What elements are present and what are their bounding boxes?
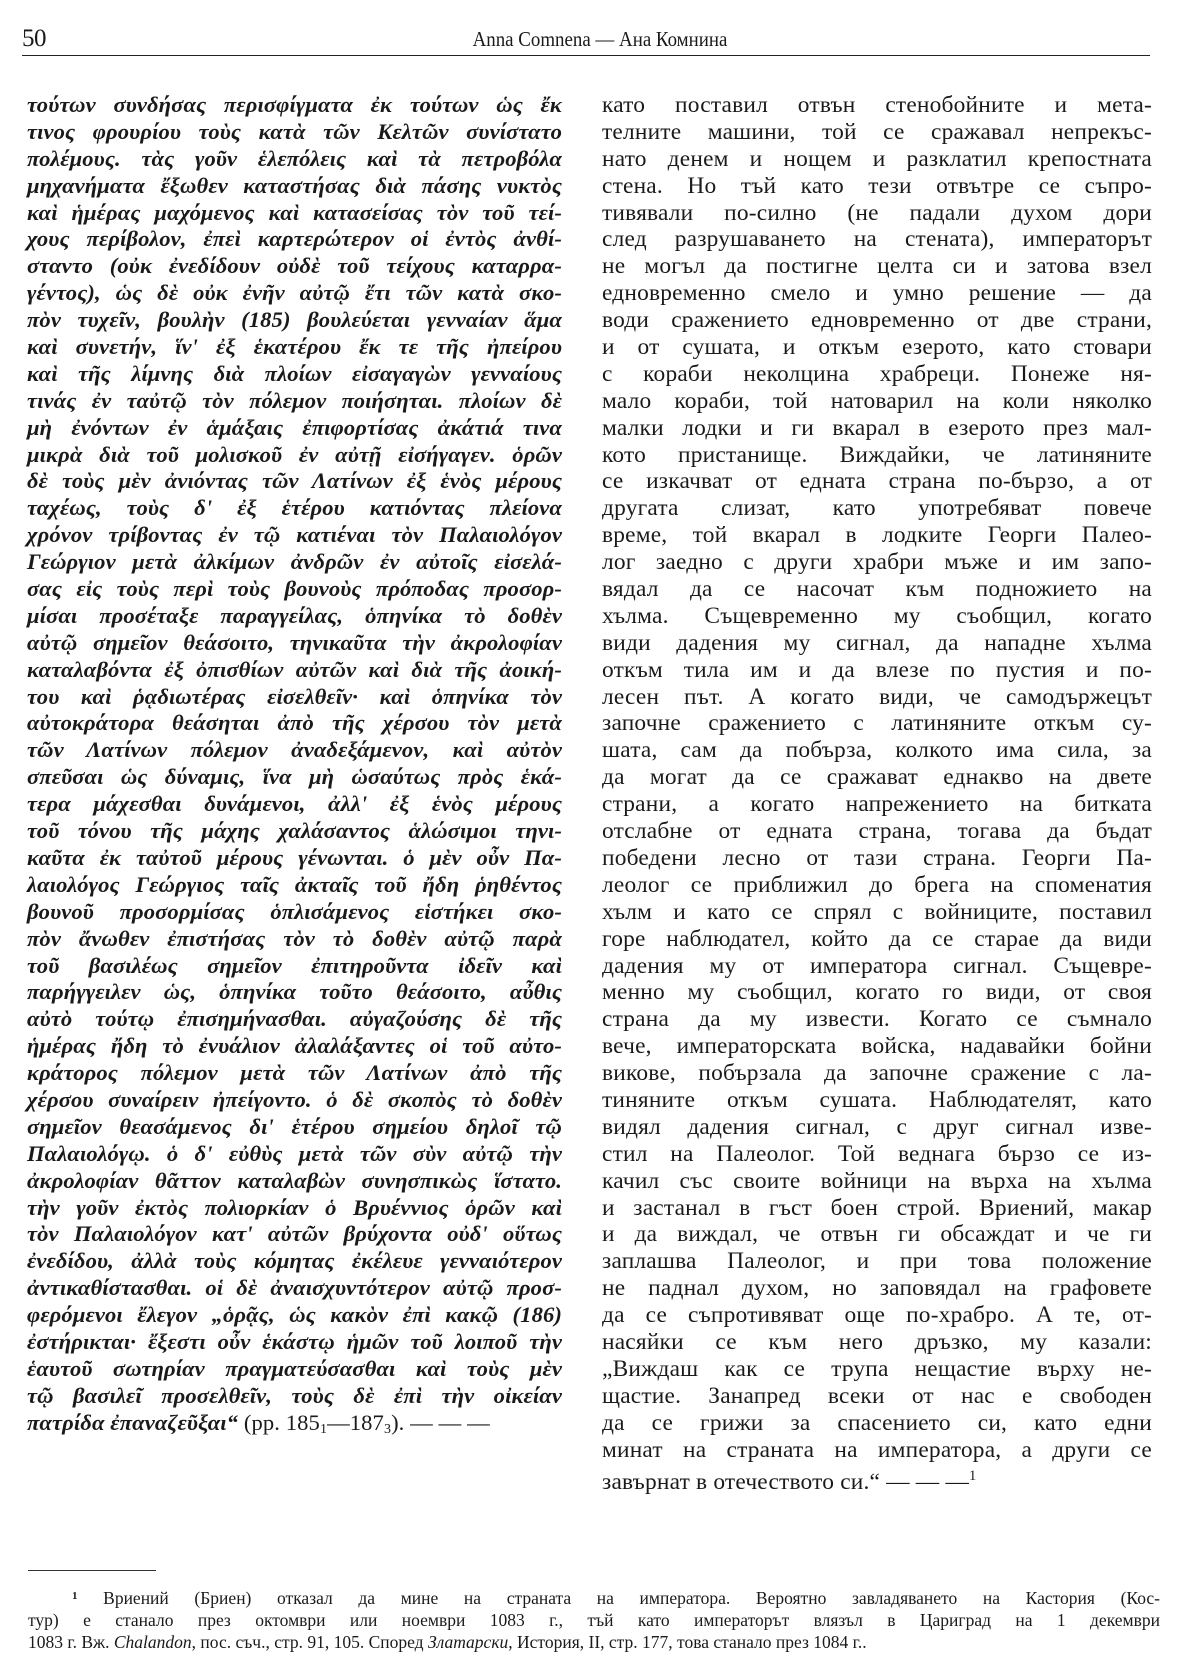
text-line: „Виждаш как се трупа нещастие върху не- — [602, 1355, 1152, 1382]
text-line: ταχέως, τοὺς δ' ἐξ ἑτέρου κατιόντας πλείονα — [27, 495, 562, 521]
text-line: τούτων συνδήσας περισφίγματα ἐκ τούτων ὡς ἔκ — [27, 92, 562, 117]
ref-text: ). — — — — [391, 1409, 490, 1435]
text-line: βουνοῦ προσορμίσας ὁπλισάμενος εἱστήκει σκο- — [27, 898, 562, 924]
text-line: другата слизат, като употребяват повече — [602, 495, 1152, 522]
text-line: μικρὰ διὰ τοῦ μολισκοῦ ἐν αὐτῇ εἰσήγαγεν. ὁρῶν — [27, 441, 562, 467]
text-line: καὶ συνετήν, ἵν' ἐξ ἑκατέρου ἔκ τε τῆς ἠπείρου — [27, 334, 562, 360]
text-line: едновременно смело и умно решение — да — [602, 280, 1152, 307]
text-line: τὸν Παλαιολόγον κατ' αὐτῶν βρύχοντα οὐδ' οὕτως — [27, 1221, 562, 1247]
text-line: δὲ τοὺς μὲν ἀνιόντας τῶν Λατίνων ἐξ ἑνὸς μέρους — [27, 468, 562, 494]
text-line: откъм тила им и да влезе по пустия и по- — [602, 656, 1152, 683]
text-line: малки лодки и ги вкарал в езерото през мал- — [602, 414, 1152, 441]
text-line: λαιολόγος Γεώργιος ταῖς ἀκταῖς τοῦ ἤδη ῥηθέντος — [27, 871, 562, 897]
text-line: види дадения му сигнал, да нападне хълма — [602, 629, 1152, 656]
text-line: дадения му от императора сигнал. Същевре- — [602, 952, 1152, 979]
text-line: τοῦ τόνου τῆς μάχης χαλάσαντος ἁλώσιμοι τηνι- — [27, 818, 562, 844]
text-line: щастие. Занапред всеки от нас е свободен — [602, 1382, 1152, 1409]
text-line: викове, побързала да започне сражение с ла- — [602, 1060, 1152, 1087]
text-line: Γεώργιον μετὰ ἀλκίμων ἀνδρῶν ἐν αὐτοῖς εἰσελά- — [27, 549, 562, 575]
footnote-line — [28, 1609, 1160, 1631]
text-line: του καὶ ῥᾳδιωτέρας εἰσελθεῖν· καὶ ὁπηνίκα τὸν — [27, 683, 562, 709]
text-line: хълм и като се спрял с войниците, поставил — [602, 898, 1152, 925]
text-line: μηχανήματα ἔξωθεν καταστήσας διὰ πάσης νυκτὸς — [27, 172, 562, 198]
text-line: κράτορος πόλεμον μετὰ τῶν Λατίνων ἀπὸ τῆς — [27, 1060, 562, 1086]
text-line: τινος φρουρίου τοὺς κατὰ τῶν Κελτῶν συνίστατο — [27, 118, 562, 144]
text-line: τῷ βασιλεῖ προσελθεῖν, τοὺς δὲ ἐπὶ τὴν οἰκείαν — [27, 1382, 562, 1408]
text-line: χρόνον τρίβοντας ἐν τῷ κατιέναι τὸν Παλαιολόγον — [27, 522, 562, 548]
text-line: телните машини, той се сражавал непрекъс- — [602, 118, 1152, 145]
text-line: мало кораби, той натоварил на коли няколко — [602, 387, 1152, 414]
text-line: πὸν ἄνωθεν ἐπιστήσας τὸν τὸ δοθὲν αὐτῷ παρὰ — [27, 925, 562, 951]
text-line: σπεῦσαι ὡς δύναμις, ἵνα μὴ ὡσαύτως πρὸς ἑκά- — [27, 764, 562, 790]
text-line: шата, сам да побърза, колкото има сила, за — [602, 737, 1152, 764]
text-line: φερόμενοι ἔλεγον „ὁρᾷς, ὡς κακὸν ἐπὶ κακῷ (186) — [27, 1302, 562, 1328]
text-line: време, той вкарал в лодките Георги Палео- — [602, 522, 1152, 549]
text-line: χέρσου συναίρειν ἠπείγοντο. ὁ δὲ σκοπὸς τὸ δοθὲν — [27, 1086, 562, 1112]
text-line: ἀντικαθίστασθαι. οἱ δὲ ἀναισχυντότερον αὐτῷ προσ- — [27, 1275, 562, 1301]
text-line: ἐνεδίδου, ἀλλὰ τοὺς κόμητας ἐκέλευε γενναιότερον — [27, 1248, 562, 1274]
ref-text: —187 — [327, 1409, 384, 1435]
text-line: αὐτοκράτορα θεάσηται ἀπὸ τῆς χέρσου τὸν μετὰ — [27, 710, 562, 736]
text-line: страна да му извести. Когато се съмнало — [602, 1006, 1152, 1033]
text-line: победени лесно от тази страна. Георги Па- — [602, 844, 1152, 871]
text-line: и застанал в гъст боен строй. Вриений, макар — [602, 1194, 1152, 1221]
footnote-marker: 1 — [72, 1590, 78, 1602]
text-line: μίσαι προσέταξε παραγγείλας, ὁπηνίκα τὸ δοθὲν — [27, 602, 562, 628]
text-line: качил със своите войници на върха на хълма — [602, 1167, 1152, 1194]
text-line: не паднал духом, но заповядал на графовете — [602, 1275, 1152, 1302]
text-line: да се грижи за спасението си, като едни — [602, 1409, 1152, 1436]
text-line: насяйки се към него дръзко, му казали: — [602, 1328, 1152, 1355]
text-line: ἑαυτοῦ σωτηρίαν πραγματεύσασθαι καὶ τοὺς μὲν — [27, 1355, 562, 1381]
text-line: започне сражението с латиняните откъм су- — [602, 710, 1152, 737]
text-line: τῶν Λατίνων πόλεμον ἀναδεξάμενον, καὶ αὐτὸν — [27, 737, 562, 763]
text-line: καῦτα ἐκ ταὐτοῦ μέρους γένωνται. ὁ μὲν οὖν Πα- — [27, 844, 562, 870]
footnote-text: тур) е станало през октомври или ноември 1083 г., тъй като императорът влязъл в Цариград на 1 декември — [28, 1610, 1160, 1630]
text-line: лог заедно с други храбри мъже и им запо- — [602, 549, 1152, 576]
text-line: с кораби неколцина храбреци. Понеже ня- — [602, 360, 1152, 387]
text-line — [602, 1463, 1152, 1496]
footnote-text: 1083 г. Вж. — [28, 1632, 114, 1652]
text-line: вече, императорската войска, надавайки бойни — [602, 1033, 1152, 1060]
footnote-line — [28, 1585, 1160, 1609]
ref-text: (pp. 185 — [238, 1409, 320, 1435]
text-line: τερα μάχεσθαι δυνάμενοι, ἀλλ' ἐξ ἑνὸς μέρους — [27, 791, 562, 817]
text-line: πολέμους. τὰς γοῦν ἑλεπόλεις καὶ τὰ πετροβόλα — [27, 145, 562, 171]
text-line: τινάς ἐν ταὐτῷ τὸν πόλεμον ποιήσηται. πλοίων δὲ — [27, 387, 562, 413]
cited-author: Златарски — [427, 1632, 509, 1652]
text-line: стил на Палеолог. Той веднага бързо се из- — [602, 1140, 1152, 1167]
footnote-text: , пос. съч., стр. 91, 105. Според — [191, 1632, 428, 1652]
text-line: μὴ ἐνόντων ἐν ἁμάξαις ἐπιφορτίσας ἀκάτιά τινα — [27, 414, 562, 440]
text-line: καταλαβόντα ἐξ ὀπισθίων αὐτῶν καὶ διὰ τῆς ἀοική- — [27, 656, 562, 682]
translation-text: завърнат в отечеството си.“ — — — — [602, 1469, 970, 1496]
text-line: σημεῖον θεασάμενος δι' ἑτέρου σημείου δηλοῖ τῷ — [27, 1113, 562, 1139]
text-line: καὶ τῆς λίμνης διὰ πλοίων εἰσαγαγὼν γενναίους — [27, 360, 562, 386]
footnote-text: , История, II, стр. 177, това станало през 1084 г.. — [508, 1632, 867, 1652]
text-line: тивявали по-силно (не падали духом дори — [602, 199, 1152, 226]
bulgarian-translation-column — [602, 92, 1152, 1496]
text-line: се изкачват от едната страна по-бързо, а от — [602, 468, 1152, 495]
text-line: като поставил отвън стенобойните и мета- — [602, 92, 1152, 118]
text-line: παρήγγειλεν ὡς, ὁπηνίκα τοῦτο θεάσοιτο, αὖθις — [27, 979, 562, 1005]
text-line: видял дадения сигнал, с друг сигнал изве- — [602, 1113, 1152, 1140]
footnote-reference[interactable]: 1 — [969, 1468, 977, 1485]
text-line: αὐτῷ σημεῖον θεάσοιτο, τηνικαῦτα τὴν ἀκρολοφίαν — [27, 629, 562, 655]
text-line: ἐστήρικται· ἔξεστι οὖν ἑκάστῳ ἡμῶν τοῦ λοιποῦ τὴν — [27, 1328, 562, 1354]
ref-subscript: 1 — [319, 1421, 328, 1437]
text-line: горе наблюдател, който да се старае да види — [602, 925, 1152, 952]
cited-author: Chalandon — [113, 1632, 192, 1652]
text-line: σταντο (οὐκ ἐνεδίδουν οὐδὲ τοῦ τείχους καταρρα- — [27, 253, 562, 279]
greek-text-column — [27, 92, 562, 1437]
text-line: не могъл да постигне целта си и затова взел — [602, 253, 1152, 280]
page-reference — [238, 1410, 490, 1435]
text-line: води сражението едновременно от две страни, — [602, 307, 1152, 334]
text-line: хълма. Същевременно му съобщил, когато — [602, 602, 1152, 629]
text-line: и да виждал, че отвън ги обсаждат и че ги — [602, 1221, 1152, 1248]
text-line: след разрушаването на стената), императорът — [602, 226, 1152, 253]
text-line: πὸν τυχεῖν, βουλὴν (185) βουλεύεται γενναίαν ἅμα — [27, 307, 562, 333]
header-rule — [22, 55, 1150, 56]
text-line: χους περίβολον, ἐπεὶ καρτερώτερον οἱ ἐντὸς ἀνθί- — [27, 226, 562, 252]
text-line: отслабне от едната страна, тогава да бъдат — [602, 818, 1152, 845]
text-line: менно му съобщил, когато го види, от своя — [602, 979, 1152, 1006]
text-line: заплашва Палеолог, и при това положение — [602, 1248, 1152, 1275]
footnotes — [28, 1585, 1160, 1653]
footnote-text: Вриений (Бриен) отказал да мине на страната на императора. Вероятно завладяването на Кастория (Кос- — [103, 1588, 1160, 1608]
text-line: и от сушата, и откъм езерото, като стовари — [602, 334, 1152, 361]
footnote-line — [28, 1631, 1160, 1653]
text-line — [27, 1410, 562, 1437]
text-line: τοῦ βασιλέως σημεῖον ἐπιτηροῦντα ἰδεῖν καὶ — [27, 952, 562, 978]
text-line: лесен път. А когато види, че самодържецът — [602, 683, 1152, 710]
text-line: да се съпротивяват още по-храбро. А те, от- — [602, 1302, 1152, 1329]
text-line: ἀκρολοφίαν θᾶττον καταλαβὼν συνησπικὼς ἵστατο. — [27, 1167, 562, 1193]
footnote-rule — [28, 1570, 156, 1571]
text-line: τὴν γοῦν ἐκτὸς πολιορκίαν ὁ Βρυέννιος ὁρῶν καὶ — [27, 1194, 562, 1220]
text-line: да могат да се сражават еднакво на двете — [602, 764, 1152, 791]
text-line: нато денем и нощем и разклатил крепостната — [602, 145, 1152, 172]
text-line: страни, а когато напрежението на битката — [602, 791, 1152, 818]
text-line: кото пристанище. Виждайки, че латиняните — [602, 441, 1152, 468]
text-line: γέντος), ὡς δὲ οὐκ ἐνῆν αὐτῷ ἔτι τῶν κατὰ σκο- — [27, 280, 562, 306]
text-line: ἡμέρας ἤδη τὸ ἐνυάλιον ἀλαλάξαντες οἱ τοῦ αὐτο- — [27, 1033, 562, 1059]
text-line: тиняните откъм сушата. Наблюдателят, като — [602, 1086, 1152, 1113]
text-line: καὶ ἡμέρας μαχόμενος καὶ κατασείσας τὸν τοῦ τεί- — [27, 199, 562, 225]
text-line: αὐτὸ τούτῳ ἐπισημήνασθαι. αὐγαζούσης δὲ τῆς — [27, 1006, 562, 1032]
page-number: 50 — [22, 25, 46, 52]
greek-text: πατρίδα ἐπαναζεῦξαι“ — [27, 1409, 239, 1435]
text-line: Παλαιολόγῳ. ὁ δ' εὐθὺς μετὰ τῶν σὺν αὐτῷ τὴν — [27, 1140, 562, 1166]
text-line: леолог се приближил до брега на споменатия — [602, 871, 1152, 898]
text-line: σας εἰς τοὺς περὶ τοὺς βουνοὺς πρόποδας προσορ- — [27, 576, 562, 602]
ref-subscript: 3 — [383, 1421, 392, 1437]
text-line: вядал да се насочат към подножието на — [602, 576, 1152, 603]
text-line: стена. Но тъй като тези отвътре се съпро- — [602, 172, 1152, 199]
running-title: Anna Comnena — Ана Комнина — [472, 27, 728, 51]
text-line: минат на страната на императора, а други се — [602, 1436, 1152, 1463]
